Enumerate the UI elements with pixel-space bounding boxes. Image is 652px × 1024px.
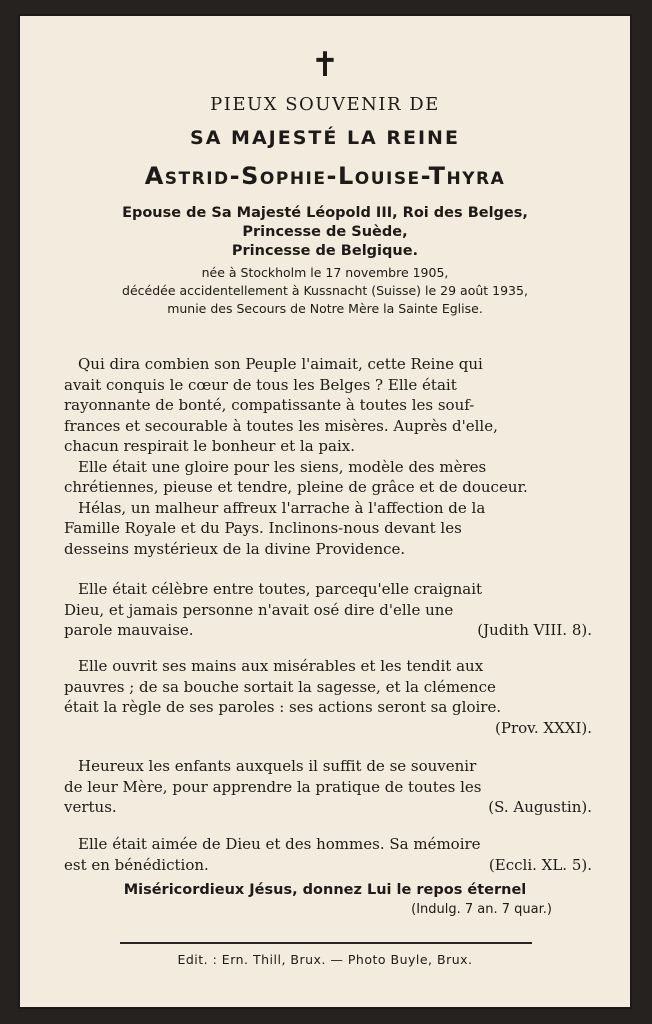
text-line: Heureux les enfants auxquels il suffit de se souvenir <box>78 757 477 775</box>
text-line: Famille Royale et du Pays. Inclinons-nous devant les <box>64 519 462 537</box>
facts-block <box>20 264 630 318</box>
citation: (S. Augustin). <box>488 798 592 816</box>
titles-block <box>20 204 630 261</box>
queen-name: Astrid-Sophie-Louise-Thyra <box>144 162 506 190</box>
text-line: Elle était célèbre entre toutes, parcequ'elle craignait <box>78 580 483 598</box>
divider <box>120 942 532 944</box>
text-line: frances et secourable à toutes les misères. Auprès d'elle, <box>64 416 498 435</box>
text-line: vertus. <box>64 798 117 816</box>
quote-last-line <box>64 855 592 876</box>
quote-judith <box>64 579 592 641</box>
text-line: parole mauvaise. <box>64 621 194 639</box>
cross-icon: ✝ <box>310 45 340 85</box>
quote-augustin <box>64 756 592 818</box>
quote-proverbs <box>64 656 592 738</box>
birth-line: née à Stockholm le 17 novembre 1905, <box>201 265 449 280</box>
text-line: Elle était aimée de Dieu et des hommes. Sa mémoire <box>78 835 481 853</box>
text-line: chacun respirait le bonheur et la paix. <box>64 437 355 455</box>
text-line: Dieu, et jamais personne n'avait osé dire d'elle une <box>64 600 454 619</box>
title-line: Epouse de Sa Majesté Léopold III, Roi des Belges, <box>122 205 528 221</box>
indulgence-note: (Indulg. 7 an. 7 quar.) <box>411 902 552 917</box>
text-line: Elle ouvrit ses mains aux misérables et les tendit aux <box>78 657 484 675</box>
title-line: Princesse de Belgique. <box>231 243 419 259</box>
quote-last-line <box>64 718 592 739</box>
text-line: pauvres ; de sa bouche sortait la sagesse, et la clémence <box>64 677 496 696</box>
text-line: Hélas, un malheur affreux l'arrache à l'affection de la <box>78 498 486 517</box>
citation: (Judith VIII. 8). <box>477 621 592 639</box>
death-line: décédée accidentellement à Kussnacht (Suisse) le 29 août 1935, <box>122 283 528 298</box>
publisher-footer: Edit. : Ern. Thill, Brux. — Photo Buyle, Brux. <box>177 952 473 967</box>
text-line: de leur Mère, pour apprendre la pratique de toutes les <box>64 777 482 796</box>
sacraments-line: munie des Secours de Notre Mère la Sainte Eglise. <box>167 301 483 316</box>
prayer-line: Miséricordieux Jésus, donnez Lui le repos éternel <box>123 882 527 898</box>
citation: (Prov. XXXI). <box>495 718 592 737</box>
citation: (Eccli. XL. 5). <box>488 855 592 874</box>
text-line: est en bénédiction. <box>64 855 209 874</box>
text-line: Elle était une gloire pour les siens, modèle des mères <box>78 457 487 476</box>
text-line: était la règle de ses paroles : ses actions seront sa gloire. <box>64 698 502 716</box>
memorial-card <box>18 14 632 1009</box>
header-line-1: PIEUX SOUVENIR DE <box>210 94 440 115</box>
quote-ecclesiasticus <box>64 834 592 875</box>
text-line: avait conquis le cœur de tous les Belges ? Elle était <box>64 375 457 394</box>
eulogy-paragraph <box>64 354 592 559</box>
quote-last-line <box>64 797 592 818</box>
text-line: desseins mystérieux de la divine Providence. <box>64 539 406 558</box>
title-line: Princesse de Suède, <box>242 224 408 240</box>
header-line-2: SA MAJESTÉ LA REINE <box>190 127 460 149</box>
text-line: Qui dira combien son Peuple l'aimait, cette Reine qui <box>78 355 483 373</box>
text-line: rayonnante de bonté, compatissante à toutes les souf- <box>64 396 475 414</box>
text-line: chrétiennes, pieuse et tendre, pleine de grâce et de douceur. <box>64 478 528 496</box>
quote-last-line <box>64 620 592 641</box>
